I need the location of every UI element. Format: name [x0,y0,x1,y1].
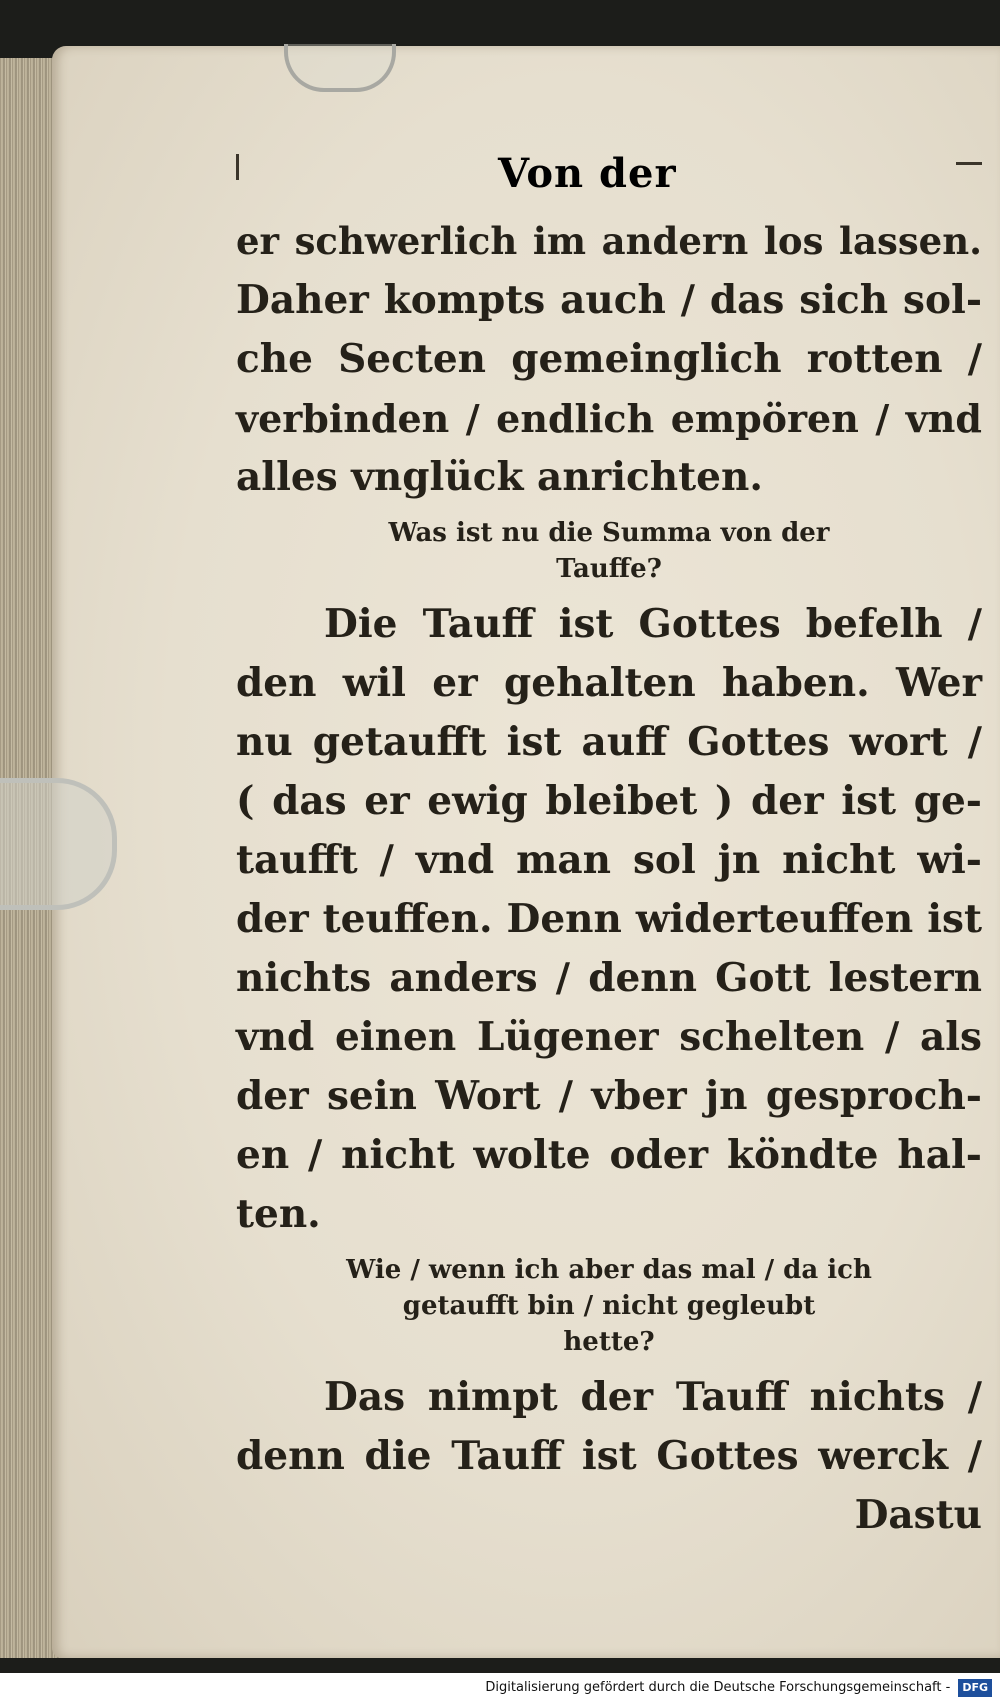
text-line: nu getaufft ist auff Gottes wort / [236,719,982,765]
text-line: Daher kompts auch / das sich sol- [236,277,982,323]
corner-mark-left [236,154,249,180]
text-line: ten. [236,1191,321,1237]
text-line: den wil er gehalten haben. Wer [236,660,982,706]
text-line: denn die Tauff ist Gottes werck / [236,1433,982,1479]
text-line: verbinden / endlich empören / vnd [236,396,982,441]
text-line: vnd einen Lügener schelten / als [236,1014,982,1060]
text-line: Die Tauff ist Gottes befelh / [324,601,982,647]
paper-clip-side [0,778,117,910]
text-line: Das nimpt der Tauff nichts / [324,1374,982,1420]
text-line: che Secten gemeinglich rotten / [236,336,982,382]
text-line: er schwerlich im andern los lassen. [236,219,982,263]
dfg-logo: DFG [958,1679,992,1697]
text-line: en / nicht wolte oder köndte hal- [236,1132,982,1178]
corner-mark-right [956,162,982,165]
text-line: nichts anders / denn Gott lestern [236,955,982,1001]
text-line: alles vnglück anrichten. [236,454,763,500]
question-heading: getaufft bin / nicht gegleubt [402,1291,816,1321]
question-heading: Tauffe? [556,554,662,584]
text-line: der teuffen. Denn widerteuffen ist [236,896,982,942]
running-head [236,150,982,210]
body-text [236,212,982,1545]
catchword: Dastu [854,1492,982,1538]
question-heading: hette? [563,1327,655,1357]
text-line: taufft / vnd man sol jn nicht wi- [236,837,982,883]
question-heading: Was ist nu die Summa von der [388,518,830,548]
running-head-title: Von der [498,150,677,197]
question-heading: Wie / wenn ich aber das mal / da ich [346,1255,872,1285]
text-line: ( das er ewig bleibet ) der ist ge- [236,778,982,824]
digitization-footer [0,1673,1000,1703]
text-line: der sein Wort / vber jn gesproch- [236,1073,982,1119]
footer-credit: Digitalisierung gefördert durch die Deutsche Forschungsgemeinschaft - [485,1680,951,1695]
